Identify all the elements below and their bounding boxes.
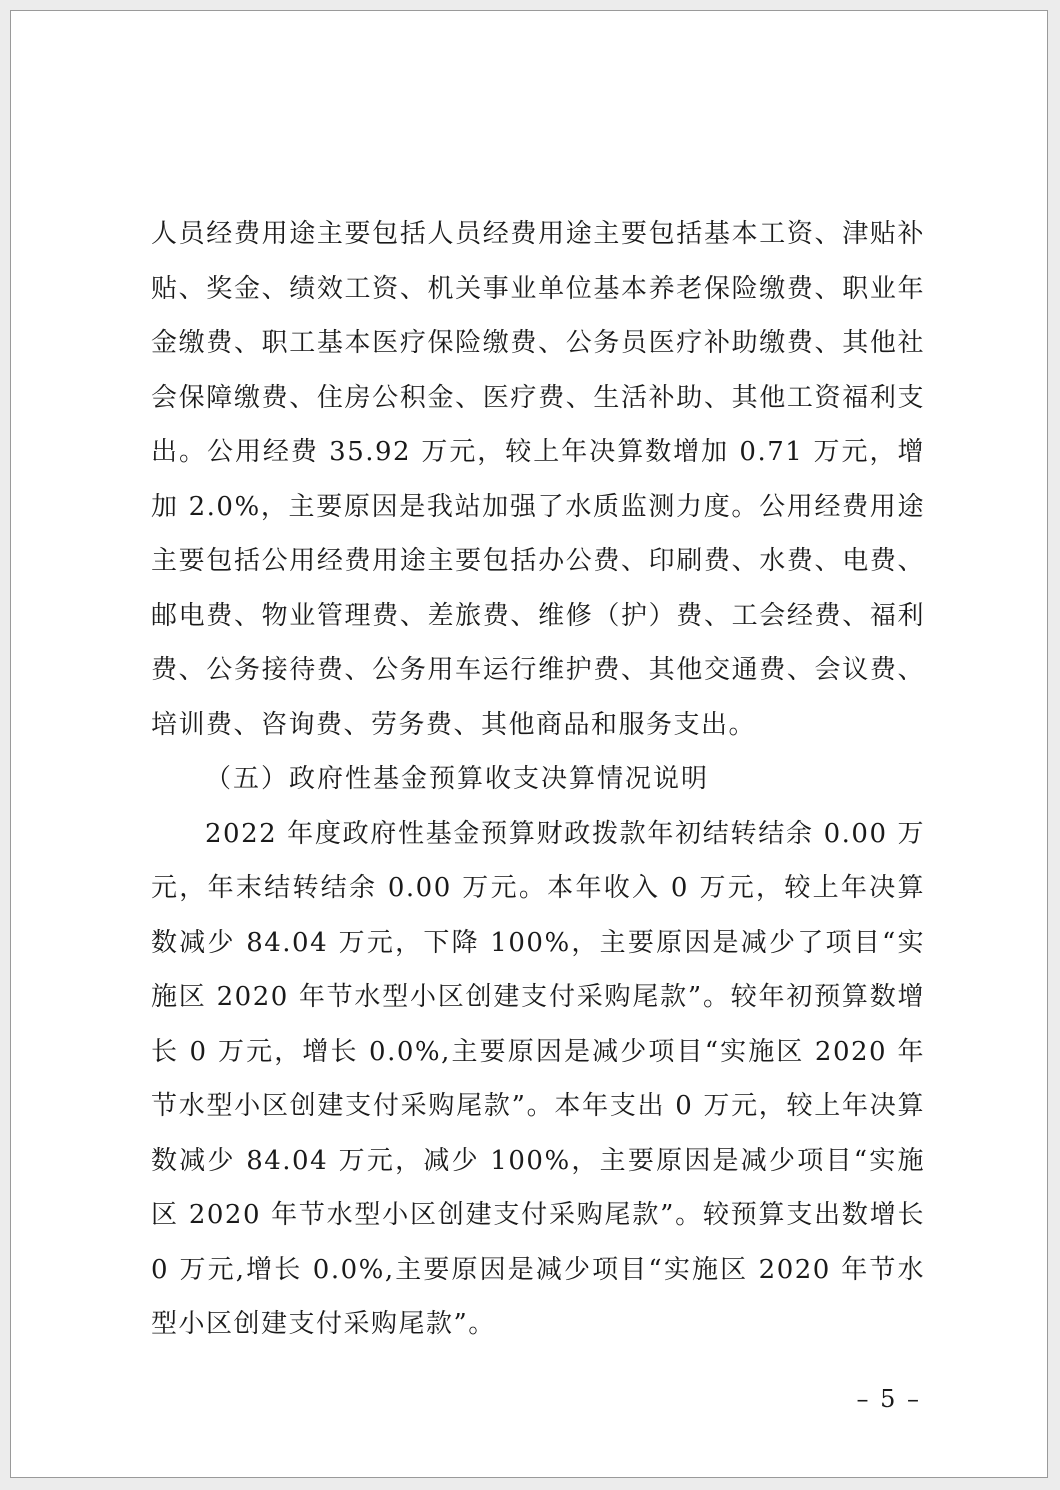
paragraph-personnel-and-public-expenses: 人员经费用途主要包括人员经费用途主要包括基本工资、津贴补贴、奖金、绩效工资、机关事业单位基本养老保险缴费、职业年金缴费、职工基本医疗保险缴费、公务员医疗补助缴费、其他社会保障缴费、住房公积金、医疗费、生活补助、其他工资福利支出。公用经费 35.92 万元，较上年决算数增加 0.71 万元，增加 2.0%，主要原因是我站加强了水质监测力度。公用经费用途主要包括公用经费用途主要包括办公费、印刷费、水费、电费、邮电费、物业管理费、差旅费、维修（护）费、工会经费、福利费、公务接待费、公务用车运行维护费、其他交通费、会议费、培训费、咨询费、劳务费、其他商品和服务支出。 — [151, 219, 925, 740]
document-page — [10, 10, 1048, 1478]
body-text — [151, 207, 925, 1352]
section-heading: （五）政府性基金预算收支决算情况说明 — [205, 764, 710, 794]
paragraph-government-fund-budget: 2022 年度政府性基金预算财政拨款年初结转结余 0.00 万元，年末结转结余 0.00 万元。本年收入 0 万元，较上年决算数减少 84.04 万元，下降 100%，主要原因是减少了项目“实施区 2020 年节水型小区创建支付采购尾款”。较年初预算数增长 0 万元，增长 0.0%,主要原因是减少项目“实施区 2020 年节水型小区创建支付采购尾款”。本年支出 0 万元，较上年决算数减少 84.04 万元，减少 100%，主要原因是减少项目“实施区 2020 年节水型小区创建支付采购尾款”。较预算支出数增长 0 万元,增长 0.0%,主要原因是减少项目“实施区 2020 年节水型小区创建支付采购尾款”。 — [151, 818, 925, 1339]
page-number: – 5 – — [856, 1385, 921, 1413]
